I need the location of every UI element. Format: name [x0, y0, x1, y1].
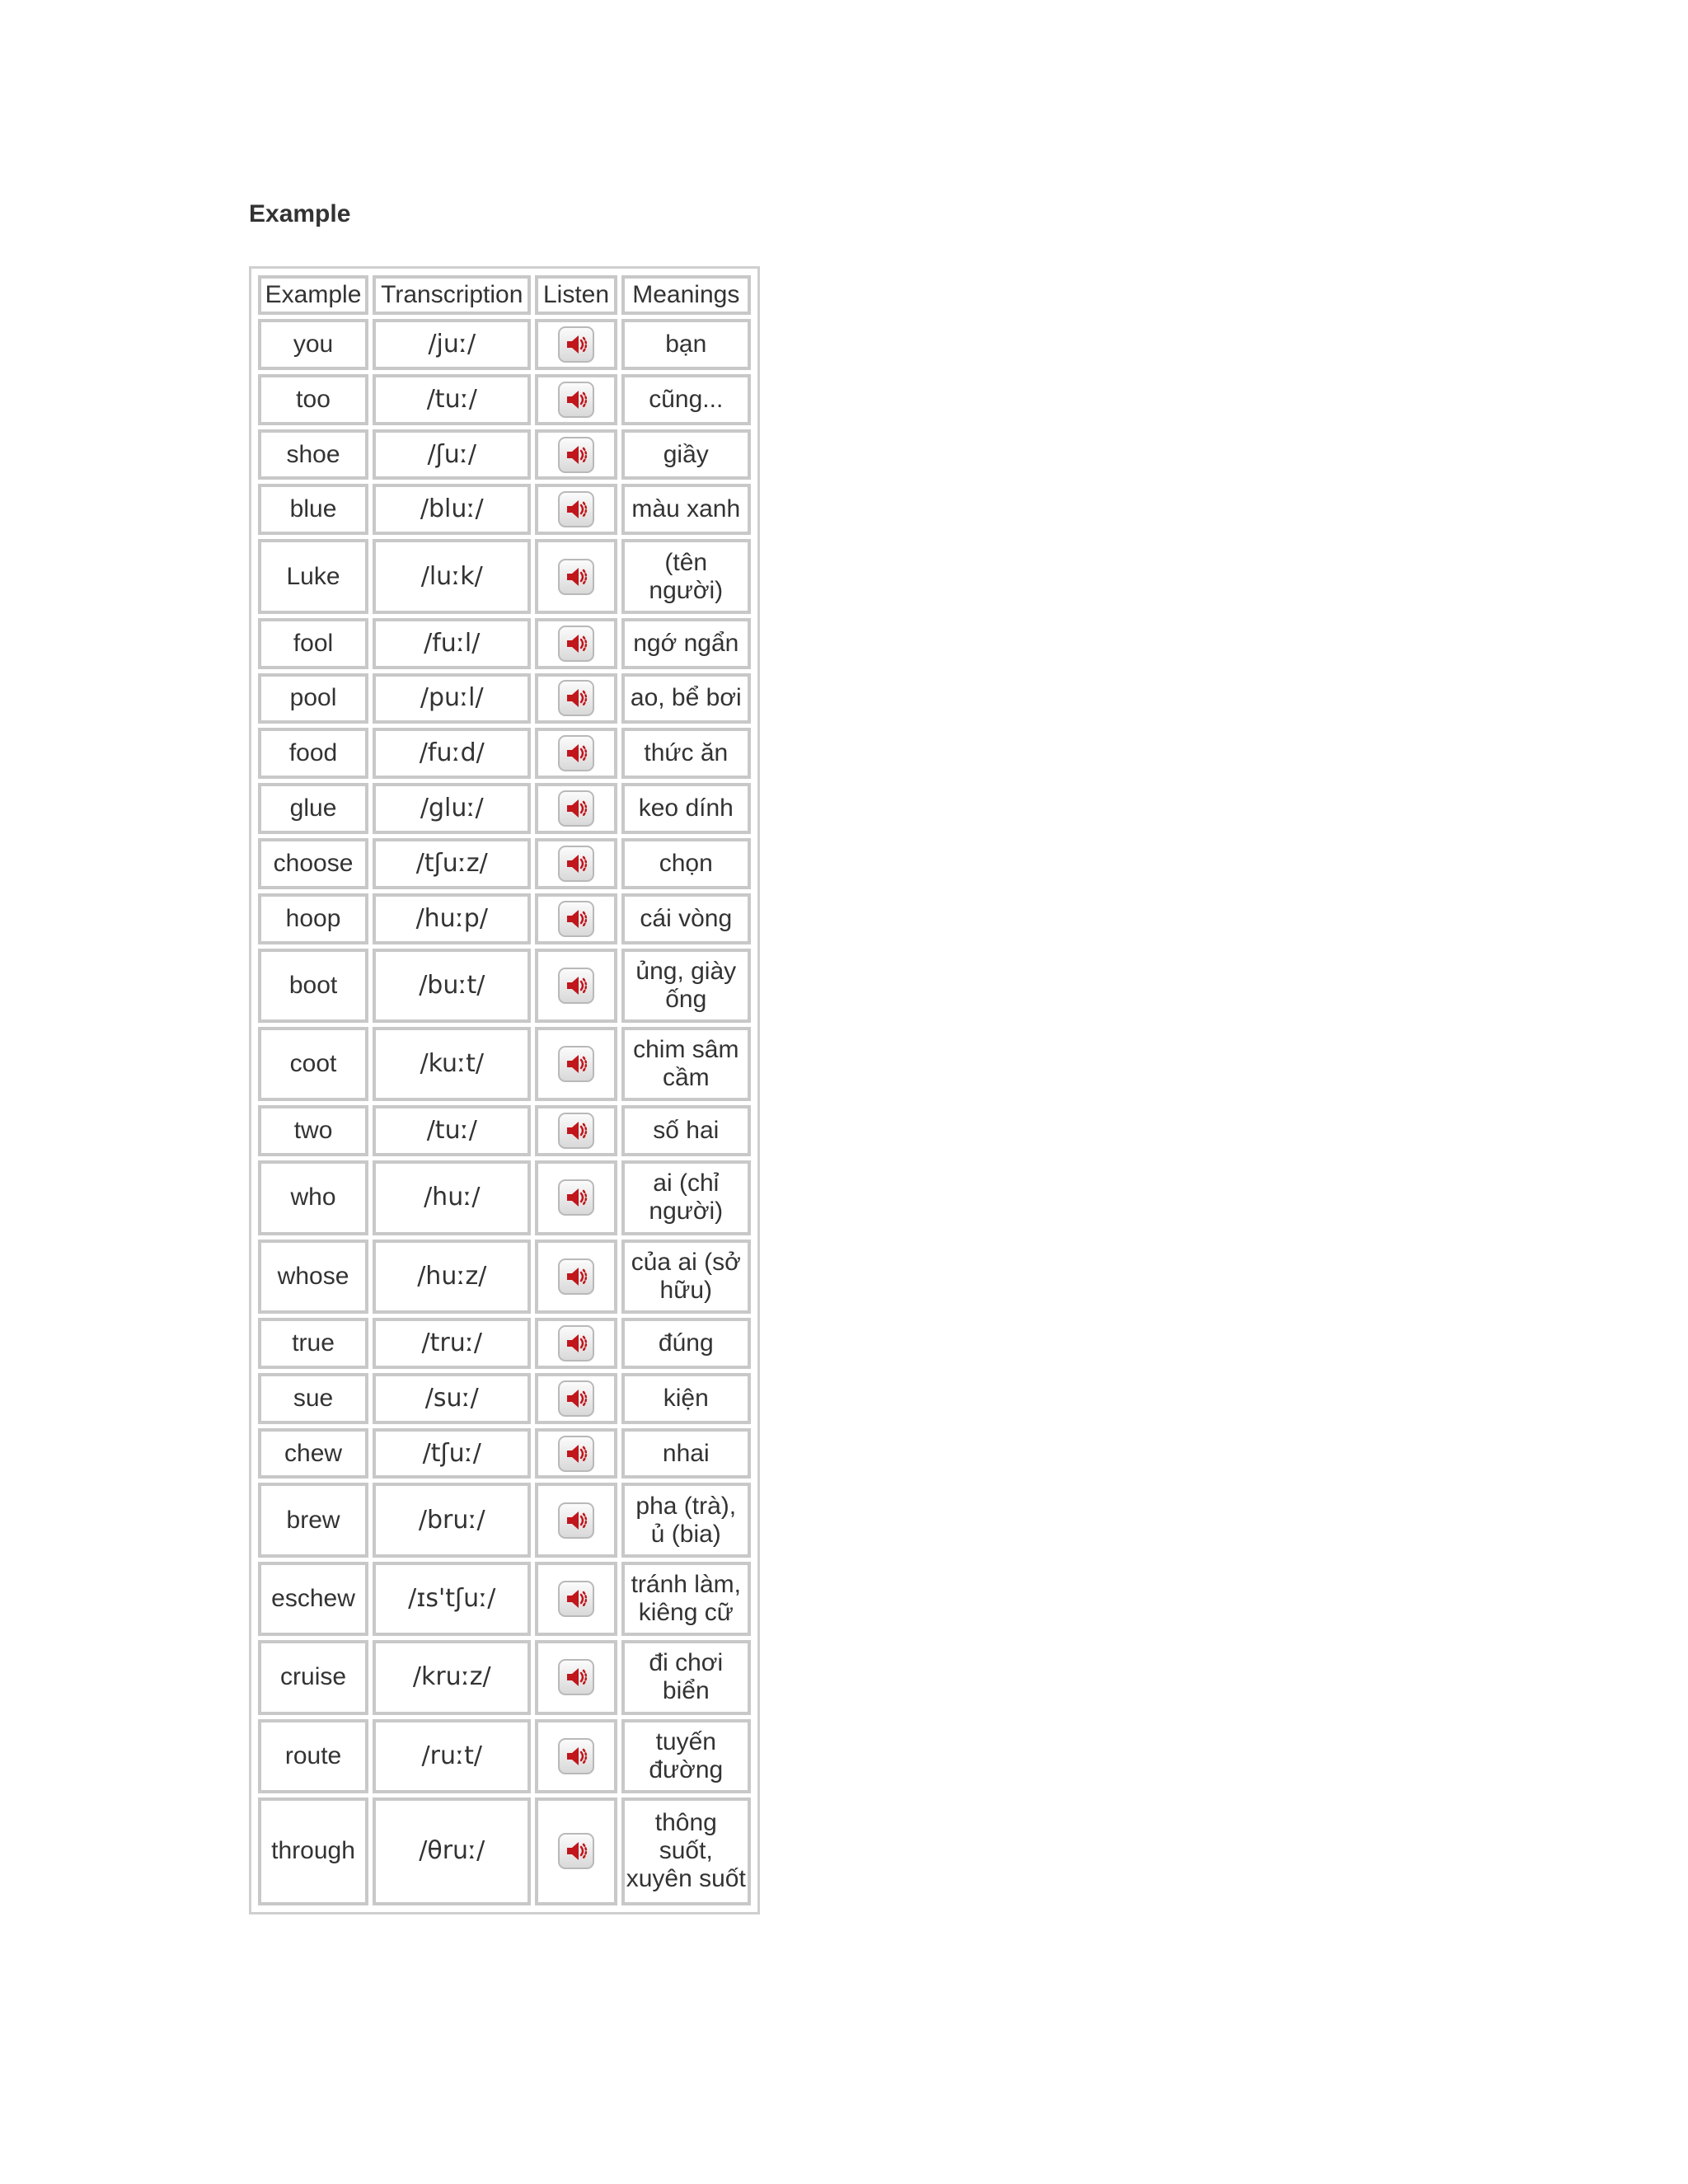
transcription-cell: /ʃuː/	[373, 429, 531, 480]
transcription-cell: /kuːt/	[373, 1027, 531, 1101]
table-row	[258, 1027, 751, 1101]
meaning-cell: tránh làm, kiêng cữ	[621, 1562, 751, 1636]
listen-cell	[535, 1373, 617, 1424]
transcription-cell: /puːl/	[373, 673, 531, 724]
listen-cell	[535, 949, 617, 1023]
speaker-icon[interactable]	[558, 1833, 594, 1869]
example-word-cell: whose	[258, 1240, 368, 1314]
table-row	[258, 1318, 751, 1369]
listen-cell	[535, 1318, 617, 1369]
transcription-cell: /huːp/	[373, 893, 531, 944]
example-word-cell: route	[258, 1719, 368, 1793]
table-row	[258, 1483, 751, 1557]
example-word-cell: food	[258, 728, 368, 779]
example-word-cell: too	[258, 374, 368, 425]
meaning-cell: keo dính	[621, 783, 751, 834]
header-example: Example	[258, 275, 368, 315]
meaning-cell: cũng...	[621, 374, 751, 425]
meaning-cell: thức ăn	[621, 728, 751, 779]
listen-cell	[535, 484, 617, 535]
transcription-cell: /tʃuː/	[373, 1428, 531, 1479]
table-row	[258, 1160, 751, 1235]
table-body	[258, 319, 751, 1905]
transcription-cell: /tuː/	[373, 1105, 531, 1156]
meaning-cell: ủng, giày ống	[621, 949, 751, 1023]
example-word-cell: through	[258, 1797, 368, 1905]
listen-cell	[535, 1240, 617, 1314]
speaker-icon[interactable]	[558, 901, 594, 937]
meaning-cell: kiện	[621, 1373, 751, 1424]
example-word-cell: coot	[258, 1027, 368, 1101]
table-row	[258, 484, 751, 535]
header-transcription: Transcription	[373, 275, 531, 315]
meaning-cell: đi chơi biển	[621, 1640, 751, 1714]
speaker-icon[interactable]	[558, 437, 594, 473]
table-row	[258, 1428, 751, 1479]
table-row	[258, 1373, 751, 1424]
meaning-cell: ao, bể bơi	[621, 673, 751, 724]
listen-cell	[535, 1719, 617, 1793]
page-heading: Example	[249, 200, 351, 227]
meaning-cell: số hai	[621, 1105, 751, 1156]
transcription-cell: /luːk/	[373, 539, 531, 613]
speaker-icon[interactable]	[558, 491, 594, 527]
speaker-icon[interactable]	[558, 1436, 594, 1472]
listen-cell	[535, 429, 617, 480]
meaning-cell: chọn	[621, 838, 751, 889]
example-word-cell: two	[258, 1105, 368, 1156]
listen-cell	[535, 1797, 617, 1905]
table-row	[258, 1240, 751, 1314]
speaker-icon[interactable]	[558, 1046, 594, 1082]
speaker-icon[interactable]	[558, 1502, 594, 1539]
listen-cell	[535, 1105, 617, 1156]
meaning-cell: ai (chỉ người)	[621, 1160, 751, 1235]
table-row	[258, 893, 751, 944]
speaker-icon[interactable]	[558, 326, 594, 363]
example-word-cell: true	[258, 1318, 368, 1369]
listen-cell	[535, 374, 617, 425]
meaning-cell: pha (trà), ủ (bia)	[621, 1483, 751, 1557]
speaker-icon[interactable]	[558, 626, 594, 662]
speaker-icon[interactable]	[558, 680, 594, 716]
speaker-icon[interactable]	[558, 559, 594, 595]
example-word-cell: brew	[258, 1483, 368, 1557]
speaker-icon[interactable]	[558, 1258, 594, 1295]
example-word-cell: boot	[258, 949, 368, 1023]
listen-cell	[535, 1428, 617, 1479]
vocabulary-table-frame	[249, 266, 760, 1915]
example-word-cell: glue	[258, 783, 368, 834]
example-word-cell: you	[258, 319, 368, 370]
listen-cell	[535, 673, 617, 724]
table-row	[258, 673, 751, 724]
speaker-icon[interactable]	[558, 846, 594, 882]
transcription-cell: /fuːd/	[373, 728, 531, 779]
header-listen: Listen	[535, 275, 617, 315]
speaker-icon[interactable]	[558, 735, 594, 771]
example-word-cell: pool	[258, 673, 368, 724]
speaker-icon[interactable]	[558, 382, 594, 418]
table-row	[258, 1797, 751, 1905]
example-word-cell: who	[258, 1160, 368, 1235]
table-row	[258, 539, 751, 613]
meaning-cell: bạn	[621, 319, 751, 370]
speaker-icon[interactable]	[558, 1738, 594, 1774]
listen-cell	[535, 1483, 617, 1557]
speaker-icon[interactable]	[558, 1581, 594, 1617]
listen-cell	[535, 1562, 617, 1636]
table-row	[258, 1562, 751, 1636]
example-word-cell: shoe	[258, 429, 368, 480]
speaker-icon[interactable]	[558, 790, 594, 827]
example-word-cell: fool	[258, 618, 368, 669]
table-row	[258, 374, 751, 425]
transcription-cell: /gluː/	[373, 783, 531, 834]
table-row	[258, 838, 751, 889]
listen-cell	[535, 1027, 617, 1101]
transcription-cell: /tʃuːz/	[373, 838, 531, 889]
transcription-cell: /huːz/	[373, 1240, 531, 1314]
meaning-cell: chim sâm cầm	[621, 1027, 751, 1101]
table-row	[258, 618, 751, 669]
example-word-cell: choose	[258, 838, 368, 889]
example-word-cell: blue	[258, 484, 368, 535]
transcription-cell: /buːt/	[373, 949, 531, 1023]
listen-cell	[535, 539, 617, 613]
listen-cell	[535, 618, 617, 669]
table-row	[258, 319, 751, 370]
example-word-cell: cruise	[258, 1640, 368, 1714]
transcription-cell: /ɪs'tʃuː/	[373, 1562, 531, 1636]
speaker-icon[interactable]	[558, 1659, 594, 1695]
meaning-cell: (tên người)	[621, 539, 751, 613]
table-row	[258, 1640, 751, 1714]
speaker-icon[interactable]	[558, 1113, 594, 1149]
listen-cell	[535, 893, 617, 944]
table-row	[258, 783, 751, 834]
vocabulary-table	[254, 271, 755, 1910]
transcription-cell: /θruː/	[373, 1797, 531, 1905]
listen-cell	[535, 1640, 617, 1714]
table-row	[258, 1105, 751, 1156]
example-word-cell: eschew	[258, 1562, 368, 1636]
example-word-cell: Luke	[258, 539, 368, 613]
transcription-cell: /tuː/	[373, 374, 531, 425]
table-row	[258, 1719, 751, 1793]
transcription-cell: /truː/	[373, 1318, 531, 1369]
example-word-cell: sue	[258, 1373, 368, 1424]
table-row	[258, 949, 751, 1023]
meaning-cell: nhai	[621, 1428, 751, 1479]
listen-cell	[535, 1160, 617, 1235]
meaning-cell: của ai (sở hữu)	[621, 1240, 751, 1314]
meaning-cell: thông suốt, xuyên suốt	[621, 1797, 751, 1905]
listen-cell	[535, 783, 617, 834]
header-meanings: Meanings	[621, 275, 751, 315]
meaning-cell: giầy	[621, 429, 751, 480]
transcription-cell: /fuːl/	[373, 618, 531, 669]
listen-cell	[535, 319, 617, 370]
table-header-row	[258, 275, 751, 315]
transcription-cell: /kruːz/	[373, 1640, 531, 1714]
transcription-cell: /huː/	[373, 1160, 531, 1235]
table-row	[258, 728, 751, 779]
listen-cell	[535, 838, 617, 889]
transcription-cell: /ruːt/	[373, 1719, 531, 1793]
speaker-icon[interactable]	[558, 1380, 594, 1417]
meaning-cell: tuyến đường	[621, 1719, 751, 1793]
speaker-icon[interactable]	[558, 1179, 594, 1216]
transcription-cell: /bluː/	[373, 484, 531, 535]
meaning-cell: ngớ ngẩn	[621, 618, 751, 669]
meaning-cell: cái vòng	[621, 893, 751, 944]
speaker-icon[interactable]	[558, 968, 594, 1004]
speaker-icon[interactable]	[558, 1325, 594, 1361]
listen-cell	[535, 728, 617, 779]
meaning-cell: đúng	[621, 1318, 751, 1369]
example-word-cell: chew	[258, 1428, 368, 1479]
example-word-cell: hoop	[258, 893, 368, 944]
transcription-cell: /suː/	[373, 1373, 531, 1424]
transcription-cell: /bruː/	[373, 1483, 531, 1557]
transcription-cell: /juː/	[373, 319, 531, 370]
table-row	[258, 429, 751, 480]
meaning-cell: màu xanh	[621, 484, 751, 535]
